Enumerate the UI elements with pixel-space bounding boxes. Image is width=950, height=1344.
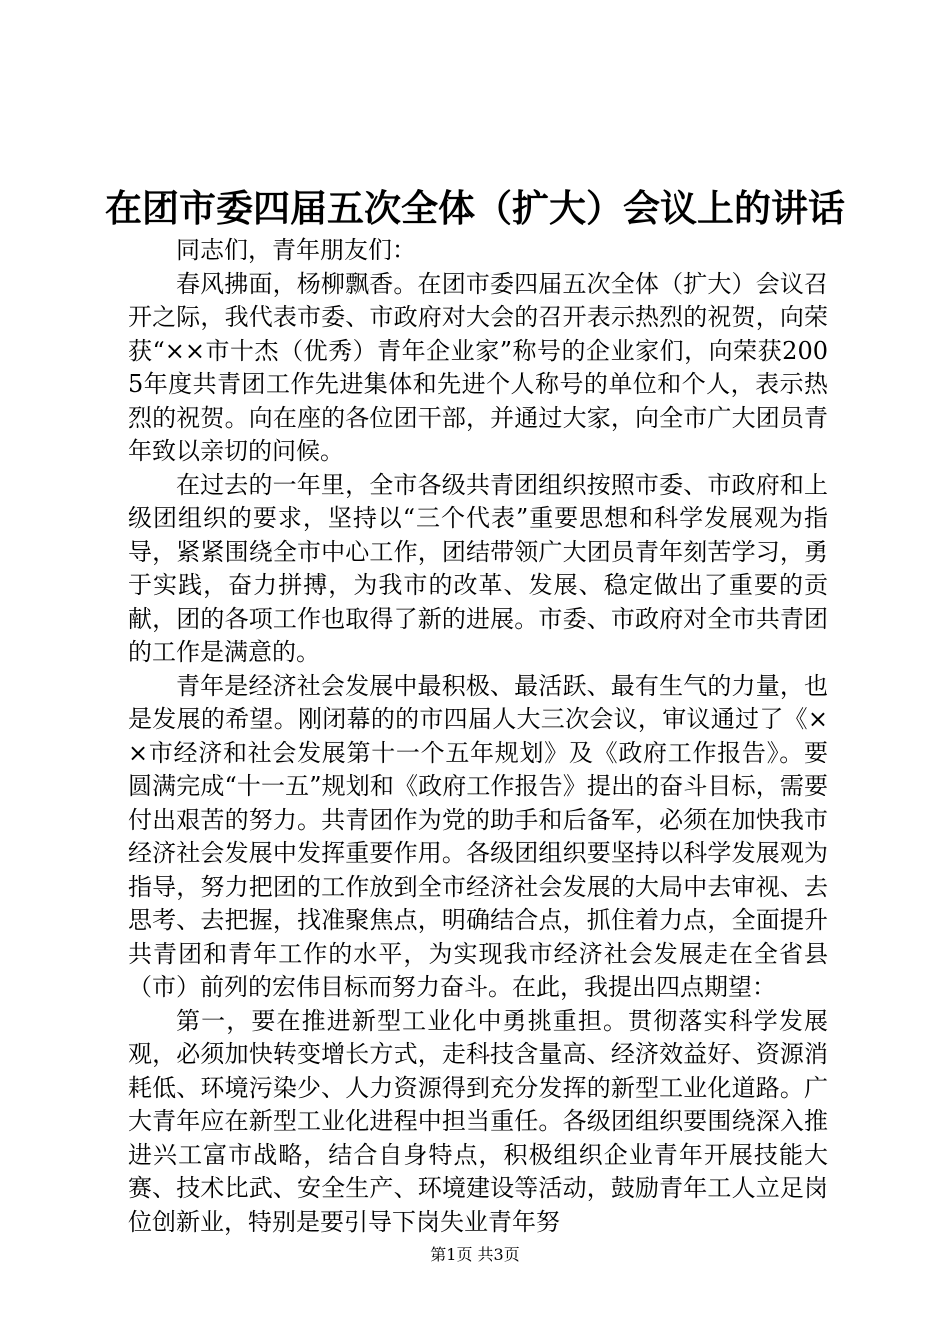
paragraph-2: 在过去的一年里，全市各级共青团组织按照市委、市政府和上级团组织的要求，坚持以“三个代表”重要思想和科学发展观为指导，紧紧围绕全市中心工作，团结带领广大团员青年刻苦学习，勇于实践，奋力拼搏，为我市的改革、发展、稳定做出了重要的贡献，团的各项工作也取得了新的进展。市委、市政府对全市共青团的工作是满意的。 bbox=[128, 470, 828, 666]
document-title: 在团市委四届五次全体（扩大）会议上的讲话 bbox=[105, 186, 845, 230]
document-body bbox=[128, 234, 828, 1239]
paragraph-greeting: 同志们，青年朋友们： bbox=[176, 236, 416, 264]
paragraph-1: 春风拂面，杨柳飘香。在团市委四届五次全体（扩大）会议召开之际，我代表市委、市政府对大会的召开表示热烈的祝贺，向荣获“××市十杰（优秀）青年企业家”称号的企业家们，向荣获2005年度共青团工作先进集体和先进个人称号的单位和个人，表示热烈的祝贺。向在座的各位团干部，并通过大家，向全市广大团员青年致以亲切的问候。 bbox=[128, 269, 828, 465]
paragraph-3: 青年是经济社会发展中最积极、最活跃、最有生气的力量，也是发展的希望。刚闭幕的的市四届人大三次会议，审议通过了《××市经济和社会发展第十一个五年规划》及《政府工作报告》。要圆满完成“十一五”规划和《政府工作报告》提出的奋斗目标，需要付出艰苦的努力。共青团作为党的助手和后备军，必须在加快我市经济社会发展中发挥重要作用。各级团组织要坚持以科学发展观为指导，努力把团的工作放到全市经济社会发展的大局中去审视、去思考、去把握，找准聚焦点，明确结合点，抓住着力点，全面提升共青团和青年工作的水平，为实现我市经济社会发展走在全省县（市）前列的宏伟目标而努力奋斗。在此，我提出四点期望： bbox=[128, 671, 828, 1001]
paragraph-4: 第一，要在推进新型工业化中勇挑重担。贯彻落实科学发展观，必须加快转变增长方式，走科技含量高、经济效益好、资源消耗低、环境污染少、人力资源得到充分发挥的新型工业化道路。广大青年应在新型工业化进程中担当重任。各级团组织要围绕深入推进兴工富市战略，结合自身特点，积极组织企业青年开展技能大赛、技术比武、安全生产、环境建设等活动，鼓励青年工人立足岗位创新业，特别是要引导下岗失业青年努 bbox=[128, 1006, 828, 1236]
page-footer: 第1页 共3页 bbox=[430, 1245, 520, 1264]
